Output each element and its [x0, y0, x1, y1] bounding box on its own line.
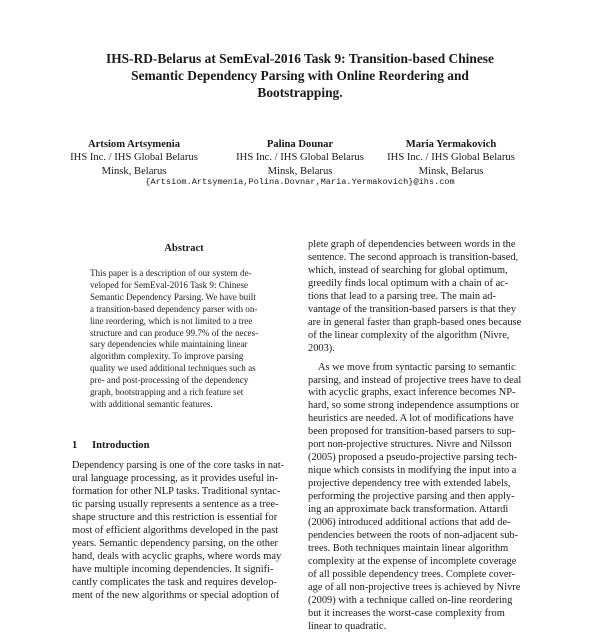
body-line: with acyclic graphs, exact inference becomes NP-	[308, 387, 516, 399]
title-line: IHS-RD-Belarus at SemEval-2016 Task 9: Transition-based Chinese	[106, 51, 494, 66]
abstract-heading: Abstract	[164, 243, 204, 254]
section-number: 1	[72, 440, 78, 451]
body-line: ing an approximate back transformation. Attardi	[308, 504, 509, 516]
body-line: which, instead of searching for global optimum,	[308, 264, 508, 276]
body-line: hand, deals with acyclic graphs, where words may	[72, 550, 282, 562]
body-line: cantly complicates the task and requires develop-	[72, 576, 277, 588]
body-line: (2005) proposed a pseudo-projective parsing tech-	[308, 452, 518, 464]
abstract-text	[90, 268, 278, 411]
abstract-line: pre- and post-processing of the dependency	[90, 375, 249, 386]
abstract-line: This paper is a description of our system de-	[90, 268, 252, 278]
body-line: age of all non-projective trees is achieved by Nivre	[308, 581, 521, 593]
author-affiliation: IHS Inc. / IHS Global Belarus	[236, 152, 364, 164]
body-line: projective dependency tree with extended labels,	[308, 478, 511, 490]
right-column-text	[308, 239, 536, 634]
paper-title	[60, 50, 540, 101]
body-line: tions that lead to a parsing tree. The main ad-	[308, 290, 496, 302]
body-line: tic parsing usually represents a sentence as a tree-	[72, 498, 279, 510]
body-line: pendencies between the roots of non-adjacent sub-	[308, 529, 519, 541]
body-line: parsing, and instead of projective trees have to deal	[308, 374, 522, 386]
abstract-line: veloped for SemEval-2016 Task 9: Chinese	[90, 279, 249, 290]
body-line: nique which consists in modifying the input into a	[308, 465, 517, 477]
body-line: 2003).	[308, 342, 335, 354]
body-line: trees. Both techniques maintain linear algorithm	[308, 542, 509, 554]
body-line: port non-projective structures. Nivre and Nilsson	[308, 439, 512, 451]
body-line: As we move from syntactic parsing to semantic	[318, 361, 516, 373]
body-line: have multiple incoming dependencies. It signifi-	[72, 563, 274, 575]
abstract-line: a transition-based dependency parser with on-	[90, 303, 258, 314]
author-location: Minsk, Belarus	[418, 165, 484, 177]
body-line: heuristics are needed. A lot of modifications have	[308, 413, 514, 425]
abstract-line: sary dependencies while maintaining linear	[90, 339, 248, 350]
body-line: of the linear complexity of the algorithm (Nivre,	[308, 329, 510, 341]
body-line: shape structure and this restriction is essential for	[72, 511, 278, 523]
body-line: performing the projective parsing and then apply-	[308, 491, 515, 503]
author-name: Palina Dounar	[266, 139, 334, 150]
body-line: years. Semantic dependency parsing, on the other	[72, 537, 279, 549]
body-line: complexity at the expense of incomplete coverage	[308, 555, 517, 567]
body-line: vantage of the transition-based parsers is that they	[308, 303, 517, 315]
abstract-line: algorithm complexity. To improve parsing	[90, 351, 244, 362]
abstract-line: Semantic Dependency Parsing. We have built	[90, 291, 256, 302]
title-line: Semantic Dependency Parsing with Online Reordering and	[131, 68, 469, 83]
body-line: but it increases the worst-case complexity from	[308, 607, 505, 619]
abstract-line: with additional semantic features.	[90, 398, 213, 409]
abstract-line: line reordering, which is not limited to a tree	[90, 315, 253, 326]
author-name: Artsiom Artsymenia	[87, 139, 181, 150]
author-block-2	[225, 138, 375, 178]
section-heading-introduction	[72, 440, 150, 451]
section-title: Introduction	[92, 440, 150, 451]
body-line: most of efficient algorithms developed in the past	[72, 524, 279, 536]
abstract-line: graph, bootstrapping and a rich feature set	[90, 387, 244, 398]
left-column-text	[72, 460, 292, 602]
body-line: formation for other NLP tasks. Traditional syntac-	[72, 485, 281, 497]
abstract-line: quality we used additional techniques such as	[90, 363, 256, 374]
body-line: linear to quadratic.	[308, 620, 387, 632]
body-line: of all possible dependency trees. Complete cover-	[308, 568, 516, 580]
author-block-1	[59, 138, 209, 178]
author-emails: {Artsiom.Artsymenia,Polina.Dovnar,Maria.Yermakovich}@ihs.com	[145, 177, 455, 187]
body-line: ment of the new algorithms or special adoption of	[72, 589, 280, 601]
body-line: hard, so some strong independence assumptions or	[308, 400, 519, 412]
body-line: greedily finds local optimum with a chain of ac-	[308, 277, 509, 289]
body-line: are in general faster than graph-based ones because	[308, 316, 522, 328]
body-line: ural language processing, as it provides useful in-	[72, 472, 279, 484]
author-affiliation: IHS Inc. / IHS Global Belarus	[387, 152, 515, 164]
body-line: (2009) with a technique called on-line reordering	[308, 594, 513, 606]
author-location: Minsk, Belarus	[267, 165, 333, 177]
body-line: plete graph of dependencies between words in the	[308, 239, 516, 250]
body-line: Dependency parsing is one of the core tasks in nat-	[72, 460, 285, 471]
title-line: Bootstrapping.	[257, 85, 343, 100]
abstract-line: structure and can produce 99.7% of the neces-	[90, 327, 259, 338]
body-line: sentence. The second approach is transition-based,	[308, 251, 519, 263]
author-affiliation: IHS Inc. / IHS Global Belarus	[70, 152, 198, 164]
body-line: been proposed for transition-based parsers to sup-	[308, 426, 516, 438]
body-line: (2006) introduced additional actions that add de-	[308, 517, 511, 529]
author-location: Minsk, Belarus	[101, 165, 167, 177]
author-block-3	[376, 138, 526, 178]
author-name: Maria Yermakovich	[405, 139, 497, 150]
